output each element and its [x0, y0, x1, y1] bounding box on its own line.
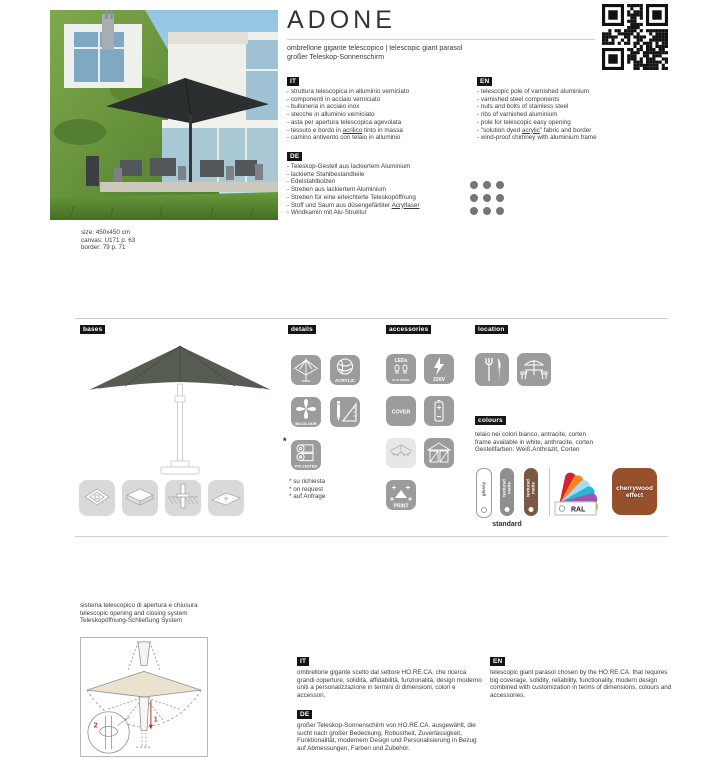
feature-item: - struttura telescopica in alluminio verniciato — [287, 88, 410, 95]
lang-tag-en: EN — [477, 77, 492, 86]
lang-tag-de: DE — [287, 152, 302, 161]
svg-text:RAL: RAL — [571, 506, 586, 514]
colours-line: frame available in white, anthracite, corten — [475, 438, 593, 446]
feature-item: - pole for telescopic easy opening — [477, 118, 571, 126]
cover-icon — [386, 396, 416, 426]
feature-list-it — [287, 88, 409, 142]
marker-1: 1 — [153, 716, 158, 724]
print-icon — [386, 480, 416, 510]
subtitle-line: ombrellone gigante telescopico | telescopic giant parasol — [287, 45, 463, 52]
feature-item: - "solution dyed acrylic" fabric and border — [477, 126, 592, 134]
feature-list-de — [287, 163, 420, 217]
feature-item: - tessuto e bordo in acrilico tinto in massa — [287, 126, 403, 134]
lang-tag-it: IT — [287, 77, 299, 86]
gazebo-curtains-icon — [424, 438, 454, 468]
section-label-colours: colours — [475, 416, 506, 425]
feature-item: - nuts and bolts of stainless steel — [477, 103, 569, 111]
feature-item: - stecche in alluminio verniciato — [287, 111, 375, 119]
section-divider — [75, 536, 668, 537]
description-de: großer Teleskop-Sonnenschirm von HO.RE.CA. ausgewählt, die sucht nach großer Bedeckung, Robustheit, Zuverlässigkeit, Funktionalität, modernem Design und Personalisierung in Bezug auf Abmessungen, Farben und Zubehör. — [297, 722, 477, 753]
colours-text — [475, 431, 593, 454]
svg-text:220V: 220V — [432, 377, 446, 383]
feature-item: - wind-proof chimney with aluminium frame — [477, 134, 597, 142]
cherrywood-effect-swatch: cherrywood effect — [612, 468, 657, 515]
battery-icon — [424, 396, 454, 426]
page-title: ADONE — [287, 6, 396, 34]
border-line: border: 79 p. 71 — [81, 244, 126, 252]
pencil-ruler-icon — [330, 397, 360, 427]
feature-item: - Edelstahlbolzen — [287, 178, 336, 186]
feature-item: - Streben für eine erleichterte Teleskopöffnung — [287, 193, 416, 201]
base-cross-icon — [79, 480, 115, 516]
caption-line: sistema telescopico di apertura e chiusura — [80, 602, 198, 609]
polyester-rolls-icon — [291, 440, 321, 470]
desc-tag-de: DE — [297, 710, 312, 719]
swatch-textured-corten: textured matte — [524, 468, 538, 516]
photo-illustration — [50, 10, 278, 220]
feature-item: - componenti in acciaio verniciato — [287, 95, 381, 103]
canvas-line: canvas: U171 p. 63 — [81, 236, 136, 244]
feature-item: - Windkamin mit Alu-Struktur — [287, 209, 367, 217]
subtitle-line: großer Teleskop-Sonnenschirm — [287, 53, 385, 61]
feature-item: - lackierte Stahlbestandteile — [287, 170, 365, 178]
note-line: * auf Anfrage — [289, 493, 326, 501]
swatch-textured-anthracite: textured matte — [500, 468, 514, 516]
led-lights-icon — [386, 354, 416, 384]
feature-item: - telescopic pole of varnished aluminium — [477, 88, 590, 95]
base-slab-icon — [122, 480, 158, 516]
telescopic-caption — [80, 602, 198, 625]
polyester-asterisk: * — [283, 436, 287, 446]
dots-grid-decoration — [470, 181, 504, 215]
standard-label: standard — [492, 521, 522, 528]
section-divider — [75, 318, 668, 319]
telescopic-structure-icon — [291, 355, 321, 385]
caption-line: Teleskopöffnung-Schließung System — [80, 617, 183, 625]
desc-tag-en: EN — [490, 657, 505, 666]
product-photo — [50, 10, 278, 220]
base-inground-icon — [165, 480, 201, 516]
feature-item: - varnished steel components — [477, 95, 560, 103]
acrylic-yarn-icon — [330, 355, 360, 385]
request-notes — [289, 478, 325, 501]
svg-text:POLYESTER: POLYESTER — [295, 464, 317, 469]
swatch-divider — [549, 468, 550, 516]
svg-text:LEDs: LEDs — [394, 358, 408, 364]
section-label-accessories: accessories — [386, 325, 431, 334]
colours-line: telaio nei colori bianco, antracite, corten — [475, 431, 586, 438]
section-label-details: details — [288, 325, 316, 334]
svg-text:PRINT: PRINT — [393, 503, 409, 510]
feature-list-en — [477, 88, 597, 142]
swatch-glossy-white: glossy — [476, 468, 492, 518]
telescopic-drawing — [80, 637, 208, 757]
feature-item: - Stoff und Saum aus düsengefärbter Acrylfaser — [287, 201, 420, 209]
description-it: ombrellone gigante scelto dal settore HO.RE.CA. che ricerca grandi coperture, solidità, affidabilità, funzionalità, design moderno uniti a personalizzazione in termini di dimensioni, colori e accessori. — [297, 669, 482, 700]
ral-fan-icon — [554, 466, 606, 518]
note-line: * on request — [289, 485, 323, 493]
colours-line: Gestellfarben: Weiß,Anthrazit, Corten — [475, 446, 580, 454]
parasol-illustration — [85, 340, 280, 480]
base-plate-icon — [208, 480, 244, 516]
marker-2: 2 — [93, 722, 98, 730]
feature-item: - Streben aus lackiertem Aluminium — [287, 186, 387, 194]
size-info — [81, 229, 135, 252]
feature-item: - asta per apertura telescopica agevolata — [287, 118, 402, 126]
feature-item: - ribs of varnished aluminium — [477, 111, 558, 119]
size-line: size: 450x450 cm — [81, 229, 131, 236]
terrace-bar-icon — [517, 353, 551, 386]
bicolour-pinwheel-icon — [291, 397, 321, 427]
restaurant-fork-knife-icon — [475, 353, 509, 386]
svg-text:ACRYLIC: ACRYLIC — [334, 378, 356, 383]
feature-item: - camino antivento con telaio in alluminio — [287, 134, 401, 142]
desc-tag-it: IT — [297, 657, 309, 666]
caption-line: telescopic opening and closing system — [80, 609, 188, 617]
feature-item: - bulloneria in acciaio inox — [287, 103, 360, 111]
subtitle — [287, 45, 462, 62]
svg-text:ECO-MODE: ECO-MODE — [392, 379, 410, 382]
voltage-icon — [424, 354, 454, 384]
qr-code — [602, 4, 668, 70]
title-divider — [287, 39, 595, 40]
note-line: * su richiesta — [289, 478, 326, 485]
feature-item: - Teleskop-Gestell aus lackiertem Aluminium — [287, 163, 411, 170]
svg-text:COVER: COVER — [391, 409, 411, 416]
section-label-location: location — [475, 325, 508, 334]
svg-text:BICOLOUR: BICOLOUR — [295, 421, 317, 426]
section-label-bases: bases — [80, 325, 105, 334]
parasol-festoon-lights-icon — [386, 438, 416, 468]
description-en: telescopic giant parasol chosen by the HO.RE.CA. that requires big coverage, solidity, reliability, functionality, modern design combined with customization in terms of dimensions, colours and accessories. — [490, 669, 672, 700]
